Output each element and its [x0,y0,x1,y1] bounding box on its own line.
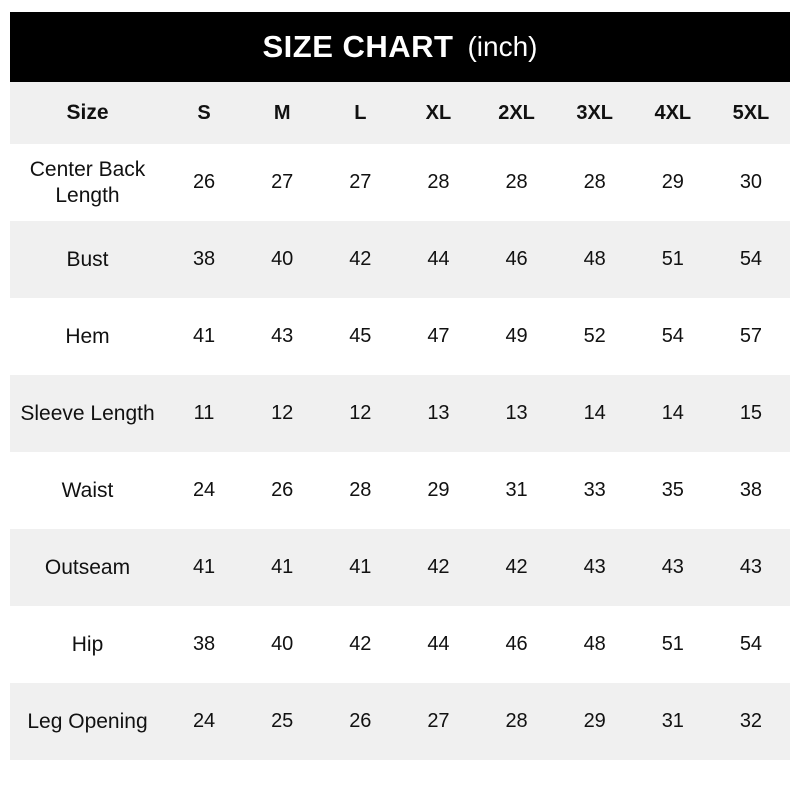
table-header [10,82,790,144]
cell: 24 [192,479,216,501]
table-row [10,375,790,452]
chart-unit-label: (inch) [467,31,538,62]
table-row [10,606,790,683]
table-row [10,298,790,375]
cell: 27 [349,171,372,193]
cell: 35 [661,479,684,501]
cell: 57 [739,325,763,347]
row-label: Sleeve Length [20,401,155,425]
cell: 11 [193,402,215,424]
header-corner-label: Size [10,82,165,144]
header-size-4xl: 4XL [634,82,712,144]
cell: 54 [661,325,684,347]
cell: 46 [505,633,528,655]
cell: 12 [271,402,294,424]
table-row [10,144,790,221]
header-size-l: L [321,82,399,144]
header-size-xl: XL [399,82,477,144]
header-size-s: S [165,82,243,144]
cell: 31 [505,479,528,501]
cell: 26 [349,710,372,732]
row-label: Center Back Length [29,157,146,207]
cell: 13 [505,402,528,424]
cell: 30 [739,171,763,193]
cell: 26 [192,171,216,193]
row-label: Hem [65,324,110,348]
cell: 32 [739,710,763,732]
cell: 41 [192,325,216,347]
cell: 43 [583,556,606,578]
cell: 42 [349,248,372,270]
cell: 41 [271,556,294,578]
cell: 38 [739,479,763,501]
cell: 28 [505,171,528,193]
cell: 54 [739,248,763,270]
cell: 46 [505,248,528,270]
size-table [10,82,790,760]
cell: 27 [427,710,450,732]
cell: 54 [739,633,763,655]
row-label: Waist [61,478,114,502]
chart-title: SIZE CHART [262,29,454,64]
cell: 42 [427,556,450,578]
table-row [10,221,790,298]
cell: 40 [271,633,294,655]
row-label: Bust [66,247,109,271]
cell: 38 [192,633,216,655]
cell: 48 [583,248,606,270]
cell: 38 [192,248,216,270]
header-row [10,82,790,144]
cell: 28 [505,710,528,732]
cell: 41 [349,556,372,578]
row-label: Leg Opening [27,709,148,733]
cell: 41 [192,556,216,578]
table-row [10,529,790,606]
row-label: Outseam [44,555,131,579]
cell: 28 [583,171,606,193]
cell: 42 [349,633,372,655]
cell: 43 [271,325,294,347]
cell: 44 [427,633,450,655]
cell: 12 [349,402,372,424]
header-size-m: M [243,82,321,144]
header-size-5xl: 5XL [712,82,790,144]
table-body [10,144,790,760]
cell: 15 [739,402,763,424]
cell: 29 [661,171,684,193]
cell: 24 [192,710,216,732]
cell: 40 [271,248,294,270]
cell: 26 [271,479,294,501]
cell: 14 [583,402,606,424]
cell: 29 [427,479,450,501]
cell: 28 [349,479,372,501]
cell: 44 [427,248,450,270]
chart-title-bar [10,12,790,82]
cell: 51 [661,248,684,270]
cell: 29 [583,710,606,732]
cell: 42 [505,556,528,578]
cell: 51 [661,633,684,655]
cell: 43 [739,556,763,578]
cell: 27 [271,171,294,193]
cell: 48 [583,633,606,655]
header-size-2xl: 2XL [478,82,556,144]
cell: 47 [427,325,450,347]
row-label: Hip [71,632,104,656]
cell: 45 [349,325,372,347]
cell: 43 [661,556,684,578]
header-size-3xl: 3XL [556,82,634,144]
cell: 28 [427,171,450,193]
cell: 13 [427,402,450,424]
cell: 33 [583,479,606,501]
cell: 49 [505,325,528,347]
table-row [10,683,790,760]
cell: 25 [271,710,294,732]
cell: 14 [661,402,684,424]
cell: 31 [661,710,684,732]
table-row [10,452,790,529]
cell: 52 [583,325,606,347]
